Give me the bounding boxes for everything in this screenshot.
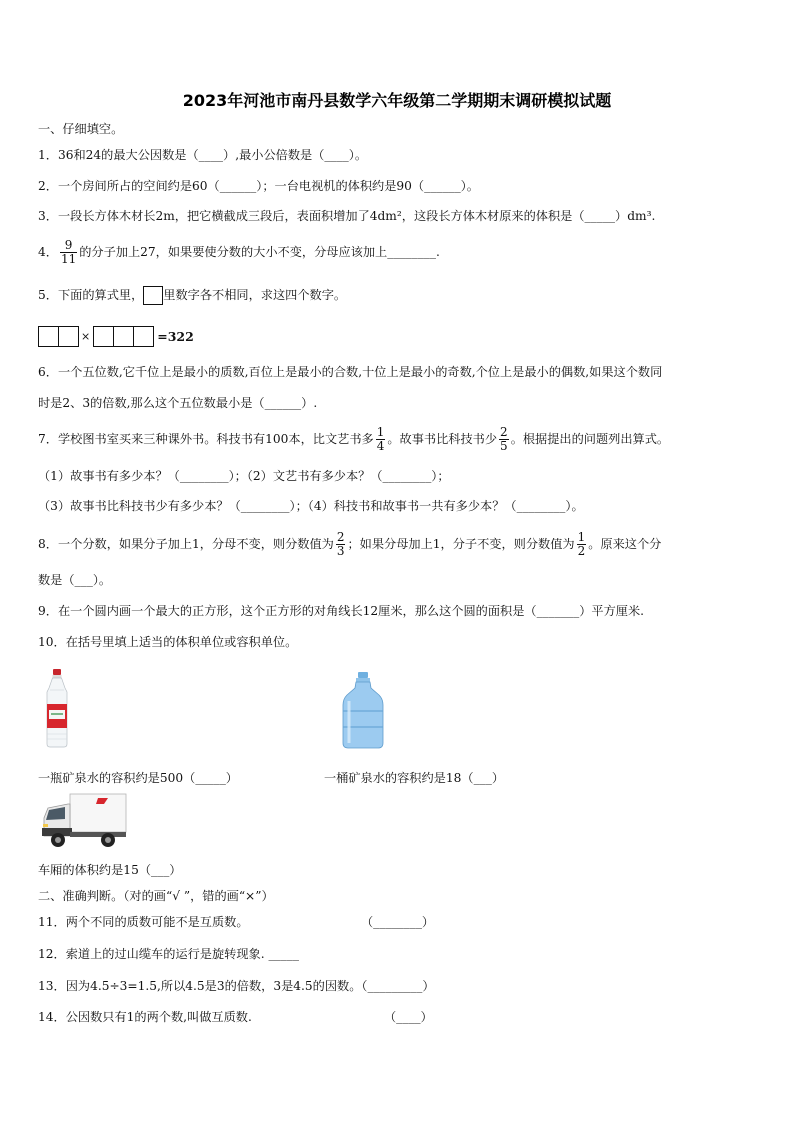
equation-boxes	[38, 326, 194, 347]
section-heading-fill: 一、仔细填空。	[38, 122, 124, 136]
question-7-text-3: 。根据提出的问题列出算式。	[510, 432, 670, 446]
caption-bottle: 一瓶矿泉水的容积约是500（_____）	[38, 771, 238, 785]
question-9: 9．在一个圆内画一个最大的正方形，这个正方形的对角线长12厘米，那么这个圆的面积是（_______）平方厘米.	[38, 604, 645, 618]
question-4-text: 的分子加上27，如果要使分数的大小不变，分母应该加上________.	[79, 245, 440, 259]
question-5-text-before: 5．下面的算式里，	[38, 288, 144, 302]
question-6-line-1: 6．一个五位数,它千位上是最小的质数,百位上是最小的合数,十位上是最小的奇数,个位上是最小的偶数,如果这个数同	[38, 365, 663, 379]
question-12: 12．索道上的过山缆车的运行是旋转现象. _____	[38, 947, 299, 961]
fraction-denominator: 3	[336, 544, 345, 558]
fraction-numerator: 2	[336, 530, 345, 544]
question-3: 3．一段长方体木材长2m，把它横截成三段后，表面积增加了4dm²，这段长方体木材原来的体积是（_____）dm³.	[38, 209, 656, 223]
question-13: 13．因为4.5÷3=1.5,所以4.5是3的倍数，3是4.5的因数。（_________）	[38, 979, 435, 993]
fraction-1-4	[376, 426, 386, 453]
fraction-9-11	[60, 239, 77, 266]
blank-box	[143, 286, 163, 305]
water-jug-image	[341, 671, 385, 749]
caption-truck: 车厢的体积约是15（___）	[38, 863, 182, 877]
question-10: 10．在括号里填上适当的体积单位或容积单位。	[38, 635, 298, 649]
question-8	[38, 527, 661, 561]
water-bottle-image	[42, 668, 72, 748]
question-4	[38, 235, 440, 269]
question-5-text-after: 里数字各不相同，求这四个数字。	[163, 288, 347, 302]
fraction-2-3	[336, 531, 346, 558]
fraction-denominator: 2	[577, 544, 586, 558]
fraction-numerator: 1	[577, 530, 586, 544]
question-14: 14．公因数只有1的两个数,叫做互质数.	[38, 1010, 252, 1024]
fraction-denominator: 11	[60, 252, 77, 266]
fraction-numerator: 2	[500, 425, 508, 439]
section-heading-judge: 二、准确判断。（对的画“√ ”，错的画“×”）	[38, 889, 274, 903]
caption-jug: 一桶矿泉水的容积约是18（___）	[324, 771, 505, 785]
digit-box-5[interactable]	[133, 326, 154, 347]
question-5	[38, 284, 346, 306]
question-8-line-2: 数是（___）。	[38, 573, 112, 587]
question-6-line-2: 时是2、3的倍数,那么这个五位数最小是（______）.	[38, 396, 318, 410]
page-title: 2023年河池市南丹县数学六年级第二学期期末调研模拟试题	[182, 91, 612, 110]
equals-322: =322	[157, 329, 194, 344]
multiply-sign: ×	[81, 330, 91, 343]
question-14-blank: （____）	[384, 1010, 433, 1024]
fraction-numerator: 1	[376, 425, 385, 439]
question-8-text-3: 。原来这个分	[588, 537, 662, 551]
fraction-denominator: 4	[376, 439, 385, 453]
digit-box-4[interactable]	[113, 326, 134, 347]
fraction-denominator: 5	[500, 439, 508, 453]
fraction-2-5	[499, 426, 509, 453]
digit-box-1[interactable]	[38, 326, 59, 347]
question-7-sub-1: （1）故事书有多少本？（________）；（2）文艺书有多少本？（________）；	[38, 469, 450, 483]
question-7	[38, 422, 669, 456]
question-7-text-1: 7．学校图书室买来三种课外书。科技书有100本，比文艺书多	[38, 432, 374, 446]
question-2: 2．一个房间所占的空间约是60（______）；一台电视机的体积约是90（______）。	[38, 179, 479, 193]
truck-image	[38, 790, 128, 852]
question-8-text-2: ；如果分母加上1，分子不变，则分数值为	[347, 537, 575, 551]
question-11-blank: （________）	[361, 915, 435, 929]
question-11: 11．两个不同的质数可能不是互质数。	[38, 915, 249, 929]
digit-box-3[interactable]	[93, 326, 114, 347]
question-1: 1．36和24的最大公因数是（____）,最小公倍数是（____）。	[38, 148, 368, 162]
question-7-sub-2: （3）故事书比科技书少有多少本？（________）；（4）科技书和故事书一共有多少本？（________）。	[38, 499, 584, 513]
question-7-text-2: 。故事书比科技书少	[387, 432, 498, 446]
question-8-text-1: 8．一个分数，如果分子加上1，分母不变，则分数值为	[38, 537, 334, 551]
question-4-number: 4．	[38, 245, 58, 259]
fraction-1-2	[577, 531, 587, 558]
fraction-numerator: 9	[60, 239, 77, 253]
digit-box-2[interactable]	[58, 326, 79, 347]
